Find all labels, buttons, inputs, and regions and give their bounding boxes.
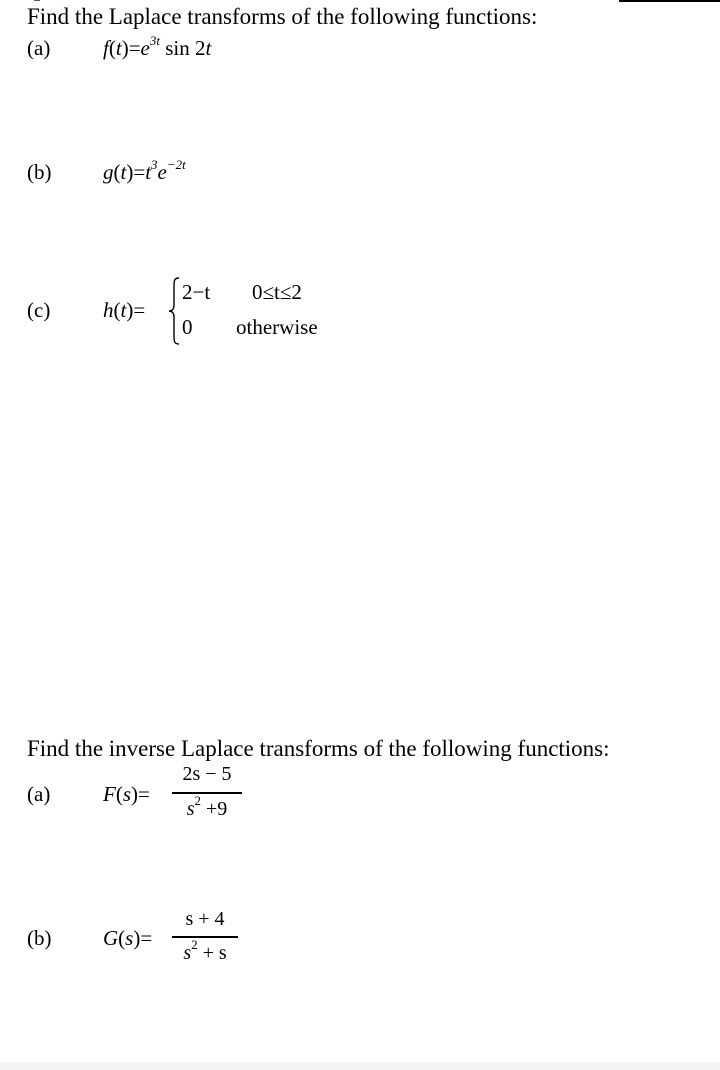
inv-b-denominator bbox=[172, 937, 238, 965]
func-name: G bbox=[103, 926, 119, 950]
inv-item-b-label: (b) bbox=[27, 926, 52, 950]
func-var: t bbox=[120, 160, 127, 184]
exp-base: e bbox=[140, 36, 150, 60]
inv-a-denominator bbox=[172, 793, 242, 821]
func-var: s bbox=[122, 782, 132, 806]
den-exponent: 2 bbox=[191, 937, 198, 952]
item-c-label: (c) bbox=[27, 298, 51, 322]
inv-item-a-lhs: F(s)= bbox=[103, 782, 150, 806]
func-var: s bbox=[125, 926, 134, 950]
case1-condition: 0≤t≤2 bbox=[252, 280, 302, 304]
exp-exponent: −2t bbox=[166, 157, 186, 172]
exp-base: e bbox=[157, 160, 167, 184]
den-base: s bbox=[183, 942, 192, 964]
case2-expression: 0 bbox=[182, 315, 193, 339]
equals-sign: = bbox=[133, 298, 146, 322]
den-base: s bbox=[186, 798, 195, 820]
item-c-lhs: h(t)= bbox=[103, 298, 146, 322]
equals-sign: = bbox=[128, 36, 141, 60]
inv-b-fraction-bar bbox=[172, 936, 238, 938]
item-b-equation: $g(t)=t^3e^{-2t}$ bbox=[103, 157, 186, 184]
func-name: F bbox=[103, 782, 116, 806]
power-exponent: 3 bbox=[151, 157, 158, 172]
den-exponent: 2 bbox=[194, 793, 201, 808]
inv-a-fraction-bar bbox=[172, 792, 242, 794]
func-name: h bbox=[103, 298, 114, 322]
equals-sign: = bbox=[138, 782, 150, 806]
item-a-equation: $f(t)=e^{3t}$ sin 2t bbox=[103, 33, 212, 60]
func-name: g bbox=[103, 160, 114, 184]
func-var: t bbox=[120, 298, 127, 322]
den-rest: + s bbox=[197, 942, 227, 964]
func-var: t bbox=[115, 36, 122, 60]
inv-item-b-lhs: G(s)= bbox=[103, 926, 153, 950]
bottom-band bbox=[0, 1062, 720, 1070]
sin-term: sin 2 bbox=[159, 36, 206, 60]
sin-var: t bbox=[205, 36, 212, 60]
section1-heading: Find the Laplace transforms of the following functions: bbox=[27, 4, 538, 29]
item-b-label: (b) bbox=[27, 160, 52, 184]
section2-heading: Find the inverse Laplace transforms of the following functions: bbox=[27, 736, 610, 761]
power-base: t bbox=[145, 160, 152, 184]
func-name: f bbox=[103, 36, 109, 60]
inv-item-a-label: (a) bbox=[27, 782, 51, 806]
inv-a-numerator: 2s − 5 bbox=[182, 763, 232, 785]
case1-expression: 2−t bbox=[182, 280, 211, 304]
den-rest: +9 bbox=[201, 798, 228, 820]
clipped-edge bbox=[34, 0, 40, 1]
equals-sign: = bbox=[140, 926, 153, 950]
inv-b-numerator: s + 4 bbox=[185, 908, 225, 930]
item-a-label: (a) bbox=[27, 36, 51, 60]
exponent: 3t bbox=[149, 33, 160, 48]
top-rule bbox=[619, 0, 720, 2]
equals-sign: = bbox=[133, 160, 146, 184]
piecewise-brace bbox=[168, 277, 180, 345]
case2-condition: otherwise bbox=[236, 315, 318, 339]
